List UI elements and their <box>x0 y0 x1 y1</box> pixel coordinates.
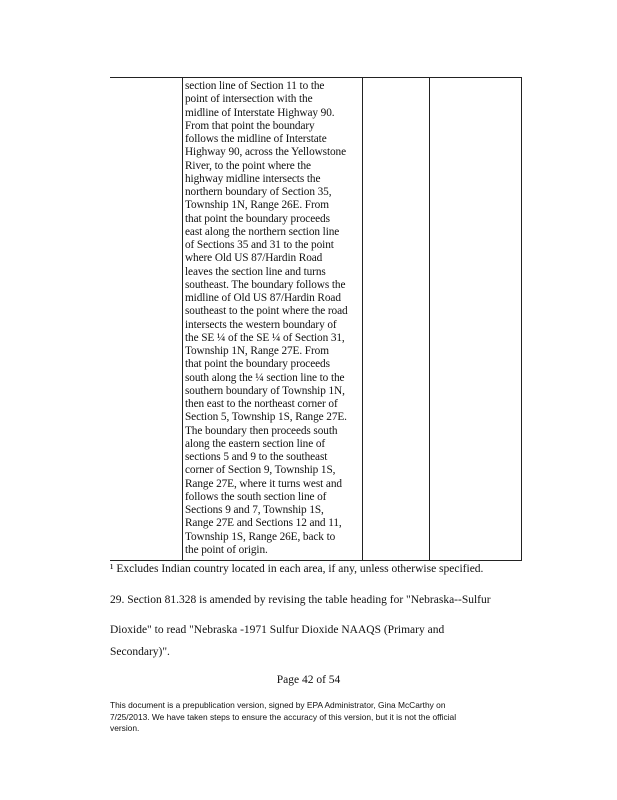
amendment-paragraph-line-1: 29. Section 81.328 is amended by revising the table heading for "Nebraska--Sulfur <box>110 594 491 606</box>
amendment-paragraph-line-3: Secondary)". <box>110 646 170 658</box>
table-footnote: ¹ Excludes Indian country located in each area, if any, unless otherwise specified. <box>110 563 484 575</box>
amendment-paragraph-line-2: Dioxide" to read "Nebraska -1971 Sulfur Dioxide NAAQS (Primary and <box>110 624 445 636</box>
page-number: Page 42 of 54 <box>276 674 341 686</box>
table-bottom-border <box>110 560 522 561</box>
table-right-border <box>521 77 522 561</box>
table-column-divider <box>182 77 183 561</box>
table-column-divider <box>429 77 430 561</box>
table-top-border <box>110 77 522 78</box>
area-description-cell: section line of Section 11 to the point of intersection with the midline of Interstate Highway 90. From that point the boundary follows the midline of Interstate Highway 90, across the Yellowstone River, to the point where the highway midline intersects the northern boundary of Section 35, Township 1N, Range 26E. From that point the boundary proceeds east along the northern section line of Sections 35 and 31 to the point where Old US 87/Hardin Road leaves the section line and turns southeast. The boundary follows the midline of Old US 87/Hardin Road southeast to the point where the road intersects the western boundary of the SE ¼ of the SE ¼ of Section 31, Township 1N, Range 27E. From that point the boundary proceeds south along the ¼ section line to the southern boundary of Township 1N, then east to the northeast corner of Section 5, Township 1S, Range 27E. The boundary then proceeds south along the eastern section line of sections 5 and 9 to the southeast corner of Section 9, Township 1S, Range 27E, where it turns west and follows the south section line of Sections 9 and 7, Township 1S, Range 27E and Sections 12 and 11, Township 1S, Range 26E, back to the point of origin. <box>185 80 348 556</box>
prepublication-disclaimer: This document is a prepublication version, signed by EPA Administrator, Gina McCarthy on 7/25/2013. We have taken steps to ensure the accuracy of this version, but it is not the official version. <box>110 700 457 733</box>
